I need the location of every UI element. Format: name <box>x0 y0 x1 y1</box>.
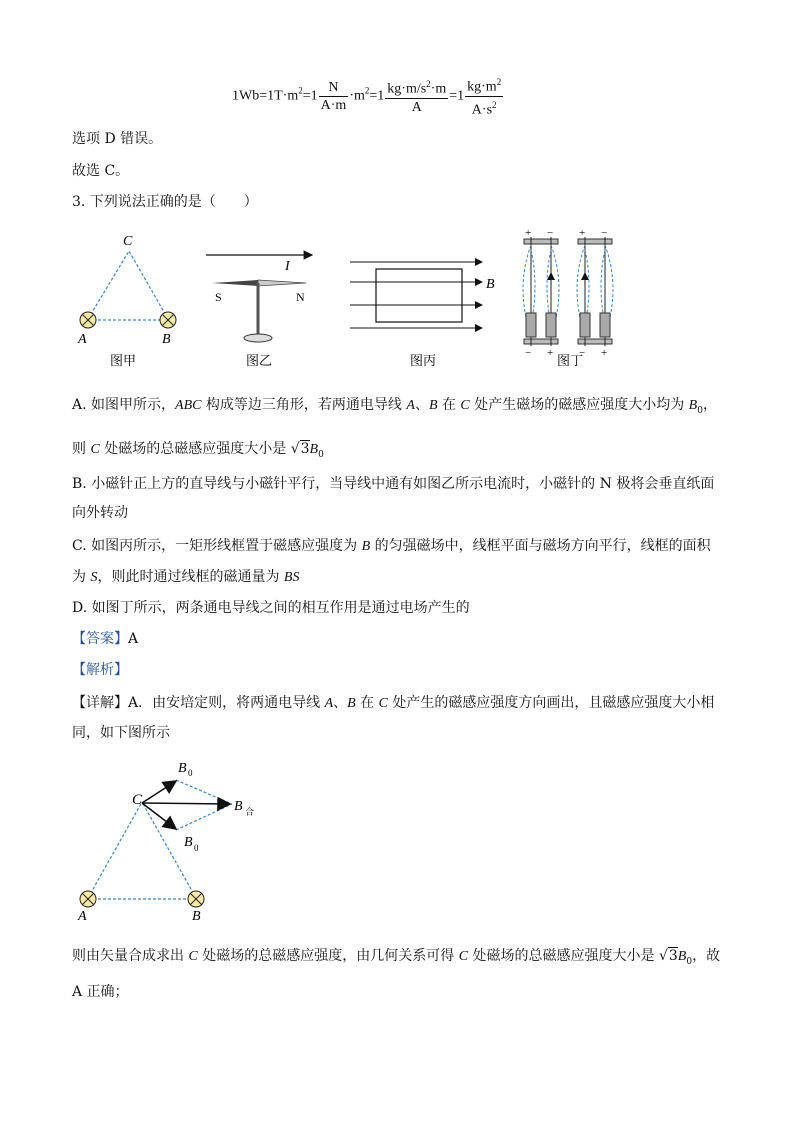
terminal-plus: + <box>601 347 608 359</box>
fraction-n-am <box>319 79 349 114</box>
detail-label: 【详解】 <box>72 695 128 711</box>
vector-sub0: 0 <box>194 843 199 853</box>
math-b: B <box>361 539 371 554</box>
subscript: 0 <box>697 405 703 416</box>
equation-m2b: m <box>353 88 365 104</box>
text: 处产生磁场的磁感应强度大小均为 <box>469 397 689 413</box>
option-a-line1 <box>72 396 717 420</box>
math-c: C <box>378 696 388 711</box>
subscript: 0 <box>686 956 693 967</box>
sqrt-radicand: 3 <box>668 948 678 964</box>
text: 、 <box>414 397 429 413</box>
vector-label-b0-top: B <box>178 761 187 776</box>
text: ，故 <box>692 948 721 964</box>
analysis-label: 【解析】 <box>72 662 128 678</box>
text: C. 如图丙所示，一矩形线框置于磁感应强度为 <box>72 538 362 554</box>
label-b: B <box>162 332 171 347</box>
math-b: B <box>428 398 438 413</box>
sqrt-sign: √ <box>658 948 668 964</box>
conclusion-line1 <box>72 947 720 971</box>
figure-yi <box>206 255 312 369</box>
equation-m2: m <box>287 88 299 104</box>
math-b: B <box>347 696 356 711</box>
analysis-line <box>72 661 128 679</box>
terminal-minus: − <box>547 227 554 239</box>
option-d-wrong-line: 选项 D 错误。 <box>72 131 163 147</box>
figure-bing <box>350 262 495 369</box>
math-b0: B <box>677 949 687 964</box>
fraction-denominator: A <box>411 99 422 115</box>
text: 的匀强磁场中，线框平面与磁场方向平行，线框的面积 <box>370 538 711 554</box>
figure-jia <box>77 234 176 369</box>
figure-ding <box>523 227 613 369</box>
caption-ding: 图丁 <box>557 354 584 369</box>
terminal-plus: + <box>579 227 586 239</box>
current-into-page-icon <box>160 312 176 328</box>
terminal-plus: + <box>525 227 532 239</box>
text: 处磁场的总磁感应强度，由几何关系可得 <box>197 948 459 964</box>
option-c-line1 <box>72 537 711 556</box>
equation-eq-one: =1 <box>302 88 318 104</box>
label-i: I <box>285 259 290 274</box>
terminal-minus: − <box>579 347 586 359</box>
text: 、 <box>333 695 348 711</box>
vector-label-b0-bottom: B <box>184 835 193 850</box>
subscript: 0 <box>318 449 324 460</box>
option-b-line1: B. 小磁针正上方的直导线与小磁针平行，当导线中通有如图乙所示电流时，小磁针的 N 极将会垂直纸面 <box>72 476 715 492</box>
equation-exp: 2 <box>496 77 502 87</box>
equation-eq-one: =1 <box>369 88 385 104</box>
current-into-page-icon <box>188 891 204 907</box>
vector-label-a: A <box>78 909 87 924</box>
vector-figure <box>60 752 280 927</box>
unit-equation: $1Wb=1T\cdot m^2=1$ $\frac{N}{A\cdot m}$ $\cdot m^2=1$ $\frac{kg\cdot m/s^2\cdot m}{A}$ =1 $\frac{kg\cdot m^2}{A\cdot s^2}$ <box>232 74 504 118</box>
text: 处磁场的总磁感应强度大小是 <box>468 948 659 964</box>
fraction-numerator <box>385 76 448 99</box>
text: 则 <box>72 441 91 457</box>
text: A. 如图甲所示， <box>72 397 176 413</box>
equation-exp: 2 <box>298 85 303 96</box>
label-c: C <box>123 234 133 249</box>
caption-jia: 图甲 <box>110 354 137 369</box>
equation-eq-one: =1 <box>449 88 465 104</box>
answer-label: 【答案】 <box>72 631 128 647</box>
option-d-line: D. 如图丁所示，两条通电导线之间的相互作用是通过电场产生的 <box>72 600 470 616</box>
math-c: C <box>458 949 469 964</box>
text: 为 <box>72 569 91 585</box>
fraction-numerator: N <box>319 79 349 97</box>
label-a: A <box>78 332 87 347</box>
text: 处磁场的总磁感应强度大小是 <box>99 441 291 457</box>
math-abc: ABC <box>175 398 202 413</box>
fraction-num-part: kg·m <box>467 79 497 95</box>
math-b0: B <box>309 442 319 457</box>
math-b0: B <box>688 398 698 413</box>
fraction-denominator: A·m <box>320 97 347 113</box>
option-a-line2 <box>72 440 324 464</box>
equation-exp: 2 <box>426 79 431 90</box>
label-s: S <box>215 290 222 304</box>
fraction-denominator <box>465 97 503 119</box>
fraction-num-part: kg·m/s <box>387 81 427 97</box>
detail-line2: 同，如下图所示 <box>72 725 170 741</box>
text: 则由矢量合成求出 <box>72 948 189 964</box>
sqrt-sign: √ <box>290 441 300 457</box>
vector-label-b: B <box>192 909 201 924</box>
choose-c-line: 故选 C。 <box>72 163 130 179</box>
sqrt-radicand: 3 <box>300 441 310 457</box>
math-c: C <box>188 949 198 964</box>
equation-lhs: 1Wb=1T <box>232 88 283 104</box>
label-b-field: B <box>486 277 495 292</box>
figures-row <box>60 225 620 375</box>
answer-value: A <box>128 631 139 647</box>
text: 处产生的磁感应强度方向画出，且磁感应强度大小相 <box>387 695 715 711</box>
math-c: C <box>460 398 470 413</box>
fraction-num-tail: ·m <box>430 81 447 97</box>
answer-line <box>72 630 138 648</box>
option-c-line2 <box>72 568 299 587</box>
fraction-kg-as <box>465 74 503 118</box>
text: 在 <box>437 397 461 413</box>
option-b-line2: 向外转动 <box>72 505 128 521</box>
vector-label-bhe: B <box>234 799 243 814</box>
equation-exp: 2 <box>492 99 497 110</box>
question-3-stem: 3. 下列说法正确的是（ ） <box>72 194 258 210</box>
math-bs: BS <box>283 570 300 585</box>
vector-sub0: 0 <box>188 768 193 778</box>
text: 在 <box>355 695 379 711</box>
terminal-minus: − <box>601 227 608 239</box>
terminal-minus: − <box>525 347 532 359</box>
vector-sub-he: 合 <box>245 807 255 817</box>
math-a: A <box>406 398 415 413</box>
text: ， <box>702 397 717 413</box>
label-n: N <box>296 290 305 304</box>
math-c: C <box>90 442 100 457</box>
current-into-page-icon <box>80 891 96 907</box>
text: ，则此时通过线框的磁通量为 <box>97 569 284 585</box>
text: 构成等边三角形，若两通电导线 <box>201 397 407 413</box>
fraction-numerator <box>465 74 503 97</box>
current-into-page-icon <box>80 312 96 328</box>
fraction-kg-a <box>385 76 448 116</box>
vector-label-c: C <box>132 792 143 808</box>
caption-bing: 图丙 <box>410 354 437 369</box>
text: A．由安培定则，将两通电导线 <box>128 695 325 711</box>
equation-exp: 2 <box>364 85 370 96</box>
conclusion-line2: A 正确； <box>72 984 129 1000</box>
terminal-plus: + <box>547 347 554 359</box>
math-s: S <box>90 570 98 585</box>
fraction-den-part: A·s <box>471 102 493 118</box>
math-a: A <box>324 696 334 711</box>
detail-line1 <box>72 694 714 713</box>
caption-yi: 图乙 <box>246 354 273 369</box>
